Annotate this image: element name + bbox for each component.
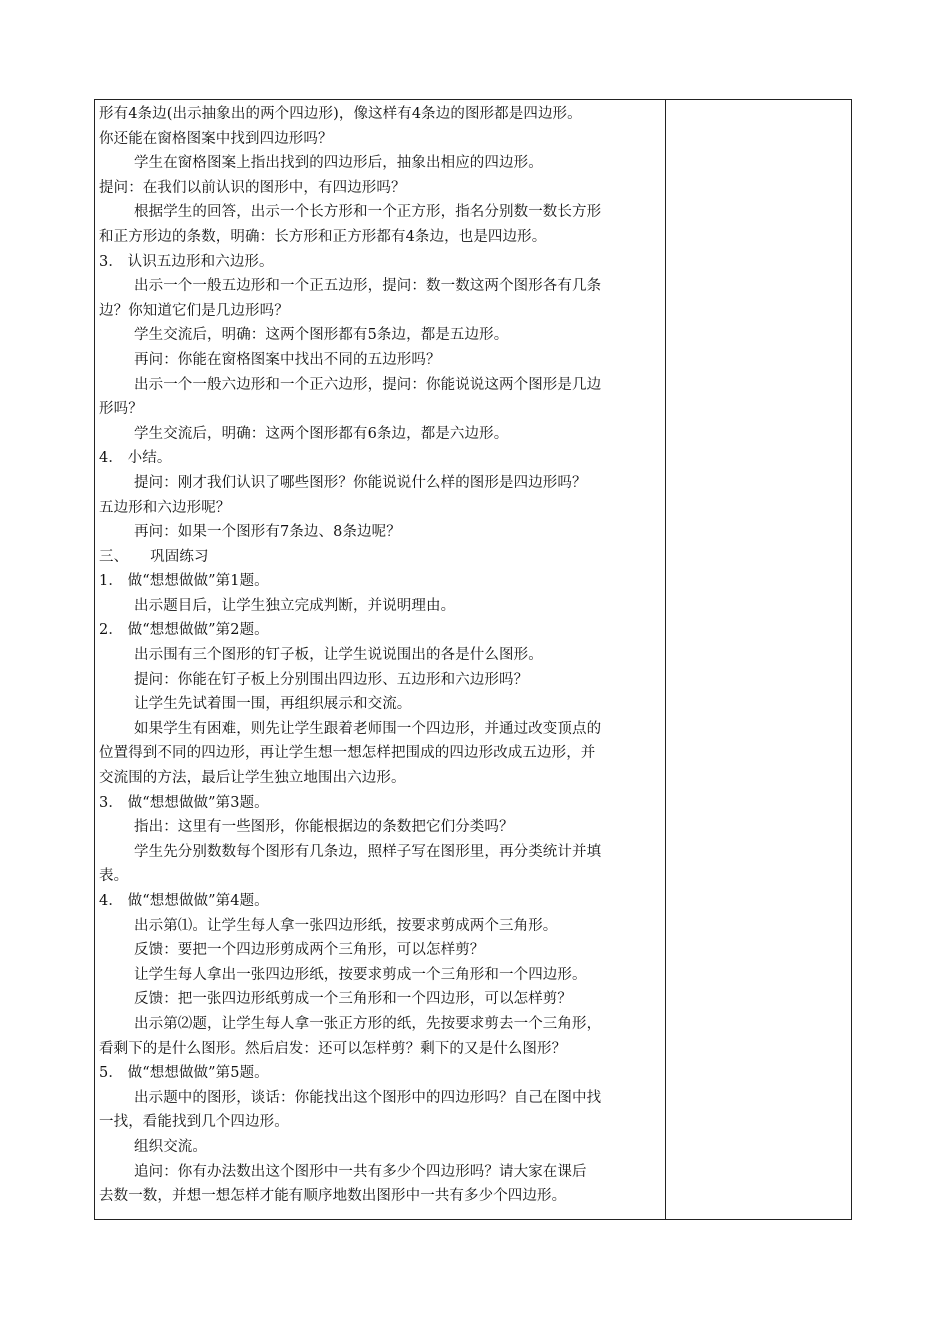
text-line: 提问：在我们以前认识的图形中，有四边形吗？: [99, 179, 406, 196]
text-line: 如果学生有困难，则先让学生跟着老师围一个四边形，并通过改变顶点的: [134, 720, 602, 737]
text-line: 形有4条边(出示抽象出的两个四边形)，像这样有4条边的图形都是四边形。: [99, 106, 582, 122]
text-line: 学生在窗格图案上指出找到的四边形后，抽象出相应的四边形。: [134, 155, 543, 172]
notes-cell: [666, 100, 851, 1219]
text-line: 你还能在窗格图案中找到四边形吗？: [99, 130, 333, 147]
text-line: 交流围的方法，最后让学生独立地围出六边形。: [99, 770, 406, 787]
text-line: 5． 做“想想做做”第5题。: [99, 1065, 269, 1082]
text-line: 出示第⑴。让学生每人拿一张四边形纸，按要求剪成两个三角形。: [134, 917, 558, 934]
text-line: 表。: [99, 868, 129, 885]
text-line: 位置得到不同的四边形，再让学生想一想怎样把围成的四边形改成五边形，并: [99, 745, 596, 762]
lesson-plan-table: [94, 99, 852, 1220]
text-line: 边？你知道它们是几边形吗？: [99, 302, 289, 319]
text-line: 组织交流。: [134, 1138, 207, 1155]
text-line: 三、 巩固练习: [99, 548, 209, 565]
text-line: 一找，看能找到几个四边形。: [99, 1114, 289, 1131]
text-line: 2． 做“想想做做”第2题。: [99, 622, 269, 639]
text-line: 追问：你有办法数出这个图形中一共有多少个四边形吗？请大家在课后: [134, 1163, 587, 1180]
text-line: 去数一数，并想一想怎样才能有顺序地数出图形中一共有多少个四边形。: [99, 1188, 567, 1205]
text-line: 出示围有三个图形的钉子板，让学生说说围出的各是什么图形。: [134, 647, 543, 664]
text-line: 1． 做“想想做做”第1题。: [99, 573, 269, 590]
text-line: 3． 认识五边形和六边形。: [99, 253, 274, 270]
text-line: 和正方形边的条数，明确：长方形和正方形都有4条边，也是四边形。: [99, 228, 547, 245]
text-line: 让学生先试着围一围，再组织展示和交流。: [134, 696, 412, 713]
text-line: 出示一个一般五边形和一个正五边形，提问：数一数这两个图形各有几条: [134, 278, 602, 295]
lesson-content-cell: [99, 102, 663, 1209]
text-line: 根据学生的回答，出示一个长方形和一个正方形，指名分别数一数长方形: [134, 204, 602, 221]
text-line: 出示一个一般六边形和一个正六边形，提问：你能说说这两个图形是几边: [134, 376, 602, 393]
text-line: 学生交流后，明确：这两个图形都有6条边，都是六边形。: [134, 425, 509, 442]
text-line: 3． 做“想想做做”第3题。: [99, 794, 269, 811]
text-line: 提问：刚才我们认识了哪些图形？你能说说什么样的图形是四边形吗？: [134, 474, 587, 491]
text-line: 4． 小结。: [99, 450, 172, 467]
text-line: 出示第⑵题，让学生每人拿一张正方形的纸，先按要求剪去一个三角形，: [134, 1015, 602, 1032]
text-line: 提问：你能在钉子板上分别围出四边形、五边形和六边形吗？: [134, 671, 529, 688]
text-line: 看剩下的是什么图形。然后启发：还可以怎样剪？剩下的又是什么图形？: [99, 1040, 567, 1057]
text-line: 再问：你能在窗格图案中找出不同的五边形吗？: [134, 351, 441, 368]
text-line: 4． 做“想想做做”第4题。: [99, 893, 269, 909]
text-line: 让学生每人拿出一张四边形纸，按要求剪成一个三角形和一个四边形。: [134, 966, 587, 983]
text-line: 形吗？: [99, 401, 143, 418]
text-line: 学生先分别数数每个图形有几条边，照样子写在图形里，再分类统计并填: [134, 843, 602, 860]
text-line: 再问：如果一个图形有7条边、8条边呢？: [134, 524, 401, 541]
text-line: 出示题目后，让学生独立完成判断，并说明理由。: [134, 597, 456, 614]
text-line: 指出：这里有一些图形，你能根据边的条数把它们分类吗？: [134, 819, 514, 836]
text-line: 反馈：要把一个四边形剪成两个三角形，可以怎样剪？: [134, 942, 485, 959]
text-line: 学生交流后，明确：这两个图形都有5条边，都是五边形。: [134, 327, 509, 344]
text-line: 五边形和六边形呢？: [99, 499, 231, 516]
text-line: 反馈：把一张四边形纸剪成一个三角形和一个四边形，可以怎样剪？: [134, 991, 572, 1008]
text-line: 出示题中的图形，谈话：你能找出这个图形中的四边形吗？自己在图中找: [134, 1089, 602, 1106]
